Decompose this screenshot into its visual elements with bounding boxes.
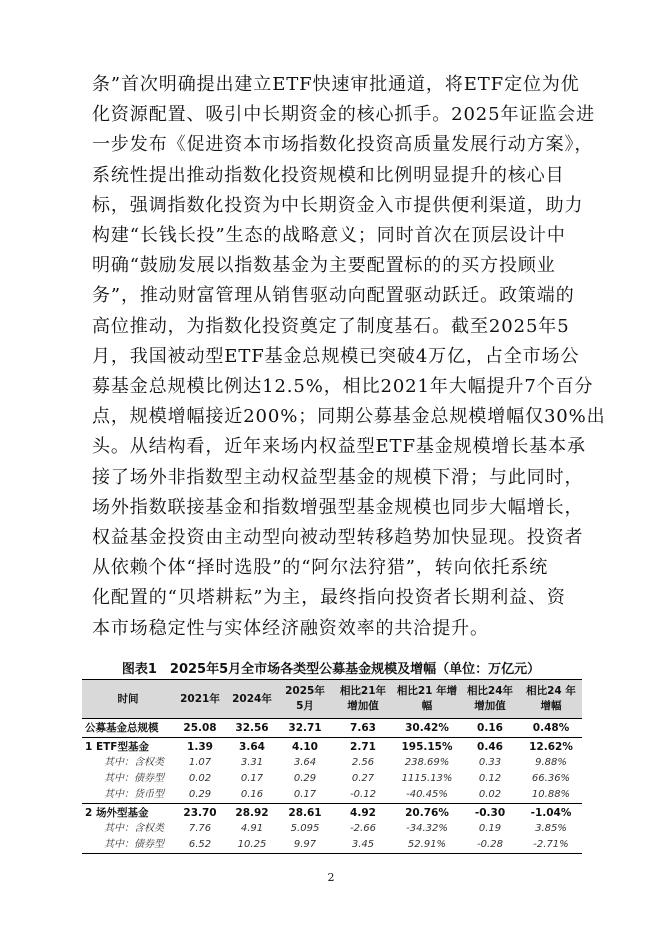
table-cell: 1.39 [187, 740, 213, 753]
table-cell: 3.64 [293, 757, 317, 768]
table-cell: 0.33 [478, 757, 502, 768]
row-label: 其中：含权类 [104, 757, 164, 768]
body-line: 化资源配置、吸引中长期资金的核心抓手。2025年证监会进 [92, 104, 596, 126]
table-cell: 0.27 [351, 773, 375, 784]
table-cell: 0.19 [478, 823, 502, 834]
table-cell: 0.16 [240, 789, 264, 800]
table-cell: 0.48% [520, 719, 582, 738]
table-cell: 9.97 [278, 837, 332, 854]
table-cell: 1115.13% [401, 773, 453, 784]
table-cell: 25.08 [174, 719, 226, 738]
table-cell: 4.92 [332, 804, 394, 822]
table-row-offexchange [82, 804, 582, 822]
table-cell: 1.07 [188, 757, 212, 768]
table-cell: 66.36% [531, 773, 571, 784]
table-cell: 32.56 [226, 719, 278, 738]
table-cell: 4.91 [240, 823, 264, 834]
fund-scale-table [82, 679, 582, 854]
table-cell: -1.04% [520, 804, 582, 822]
table-cell: 0.17 [240, 773, 264, 784]
table-row [82, 821, 582, 837]
body-line: 条”首次明确提出建立ETF快速审批通道，将ETF定位为优 [92, 74, 580, 95]
row-label: 1 ETF型基金 [85, 740, 149, 753]
table-cell: 0.02 [478, 789, 502, 800]
body-line: 务”，推动财富管理从销售驱动向配置驱动跃迁。政策端的 [92, 285, 575, 307]
table-cell: 0.29 [188, 789, 212, 800]
table-cell: 2.56 [351, 757, 375, 768]
row-label: 其中：债券型 [82, 837, 174, 854]
table-cell: -2.66 [350, 823, 376, 834]
body-line: 场外指数联接基金和指数增强型基金规模也同步大幅增长， [92, 496, 584, 518]
table-cell: 7.76 [188, 823, 212, 834]
header-cell: 相比24年 增加值 [460, 680, 520, 719]
table-cell: 4.10 [292, 740, 318, 753]
table-cell: 0.02 [188, 773, 212, 784]
body-line: 系统性提出推动指数化投资规模和比例明显提升的核心目 [92, 164, 565, 186]
table-cell: 10.88% [531, 789, 571, 800]
table-cell: -2.71% [520, 837, 582, 854]
body-line: 从依赖个体“择时选股”的“阿尔法狩猎”，转向依托系统 [92, 557, 549, 579]
table-cell: 32.71 [278, 719, 332, 738]
body-line: 权益基金投资由主动型向被动型转移趋势加快显现。投资者 [92, 527, 584, 549]
table-cell: -40.45% [406, 789, 448, 800]
header-cell: 2024年 [226, 680, 278, 719]
table-cell: 7.63 [332, 719, 394, 738]
table-cell: 0.17 [293, 789, 317, 800]
body-line: 一步发布《促进资本市场指数化投资高质量发展行动方案》， [92, 134, 594, 156]
header-cell: 时间 [82, 680, 174, 719]
table-header-row [82, 680, 582, 719]
table-cell: 3.45 [332, 837, 394, 854]
table-cell: 2.71 [350, 740, 376, 753]
header-cell: 相比21 年增幅 [394, 680, 460, 719]
row-label: 公募基金总规模 [82, 719, 174, 738]
table-cell: 10.25 [226, 837, 278, 854]
table-row [82, 755, 582, 771]
table-cell: -0.28 [460, 837, 520, 854]
table-cell: 9.88% [535, 757, 567, 768]
table-cell: 12.62% [529, 740, 573, 753]
table-row [82, 837, 582, 854]
table-cell: 28.61 [278, 804, 332, 822]
table-cell: 3.31 [240, 757, 264, 768]
page-number: 2 [327, 871, 335, 884]
table-cell: 5.095 [290, 823, 320, 834]
table-row [82, 787, 582, 804]
body-line: 构建“长钱长投”生态的战略意义；同时首次在顶层设计中 [92, 225, 566, 247]
table-row-etf [82, 738, 582, 756]
body-line: 接了场外非指数型主动权益型基金的规模下滑；与此同时， [92, 466, 584, 488]
header-cell: 相比21年 增加值 [332, 680, 394, 719]
table-cell: 0.12 [478, 773, 502, 784]
row-label: 2 场外型基金 [82, 804, 174, 822]
table-cell: 3.64 [239, 740, 265, 753]
table-cell: 0.29 [293, 773, 317, 784]
table-cell: 30.42% [394, 719, 460, 738]
table-cell: -0.12 [350, 789, 376, 800]
body-line: 募基金总规模比例达12.5%，相比2021年大幅提升7个百分 [92, 376, 594, 398]
table-cell: -0.30 [460, 804, 520, 822]
table-cell: 0.46 [477, 740, 503, 753]
table-cell: 195.15% [401, 740, 453, 753]
row-label: 其中：货币型 [104, 789, 164, 800]
header-cell: 相比24 年增幅 [520, 680, 582, 719]
table-cell: 238.69% [404, 757, 450, 768]
table-caption: 图表1 2025年5月全市场各类型公募基金规模及增幅（单位：万亿元） [121, 662, 541, 677]
body-line: 高位推动，为指数化投资奠定了制度基石。截至2025年5 [92, 315, 570, 337]
table-row [82, 771, 582, 787]
table-cell: 52.91% [394, 837, 460, 854]
table-cell: 3.85% [535, 823, 567, 834]
body-line: 月，我国被动型ETF基金总规模已突破4万亿，占全市场公 [92, 345, 580, 367]
table-cell: 6.52 [174, 837, 226, 854]
row-label: 其中：含权类 [104, 823, 164, 834]
table-cell: 23.70 [174, 804, 226, 822]
body-line: 本市场稳定性与实体经济融资效率的共洽提升。 [92, 617, 489, 639]
body-line: 明确“鼓励发展以指数基金为主要配置标的的买方投顾业 [92, 255, 556, 277]
table-cell: -34.32% [406, 823, 448, 834]
table-cell: 20.76% [394, 804, 460, 822]
body-paragraph [92, 70, 606, 644]
header-cell: 2021年 [174, 680, 226, 719]
header-cell: 2025年 5月 [278, 680, 332, 719]
row-label: 其中：债券型 [104, 773, 164, 784]
table-cell: 28.92 [226, 804, 278, 822]
table-row-total [82, 719, 582, 738]
table-cell: 0.16 [460, 719, 520, 738]
body-line: 头。从结构看，近年来场内权益型ETF基金规模增长基本承 [92, 436, 586, 458]
body-line: 标，强调指数化投资为中长期资金入市提供便利渠道，助力 [92, 194, 584, 216]
body-line: 化配置的“贝塔耕耘”为主，最终指向投资者长期利益、资 [92, 587, 566, 609]
body-line: 点，规模增幅接近200%；同期公募基金总规模增幅仅30%出 [92, 406, 606, 428]
